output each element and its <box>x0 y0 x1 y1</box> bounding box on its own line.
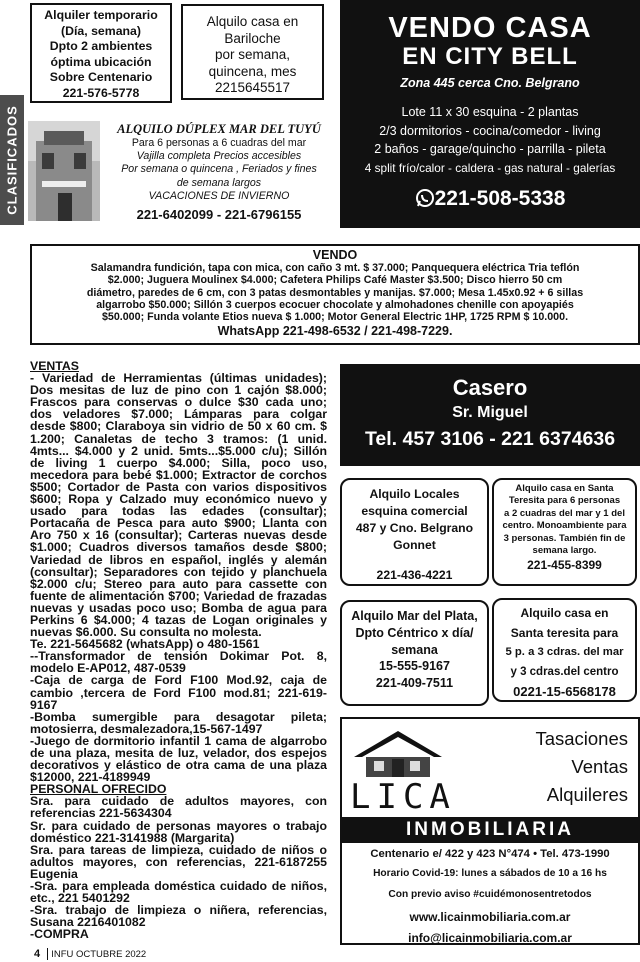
ad-line: Dpto 2 ambientes <box>49 39 153 53</box>
classifieds-column <box>30 360 327 938</box>
publication-name: INFU OCTUBRE 2022 <box>51 949 147 960</box>
ad-phone: 221-436-4221 <box>376 568 453 582</box>
ad-name: Sr. Miguel <box>452 404 528 421</box>
ventas-body: - Variedad de Herramientas (últimas unidades); Dos mesitas de luz de pino con 1 cajón $8.000; Frascos para conservas o dulce $30 cada uno; dos veladores $7.000; Lámparas para colgar desde $800; Claraboya sin vidrio de 50 x 60 cm. $ 1.200; Canaletas de techo 3 tramos: (1 unid. 4mts... $4.000 y 2 unid. 5mts...$5.000 c/u); Sillón de living 1 cuerpo $4.000; Silla, poco uso, mecedora para bebé $1.000; Extractor de corchos $500; Cortador de Pasta con varios dispositivos $600; Ropa y Calzado muy económico nuevo y usado para todas las edades (consultar); Portacaña de Pesca para auto $900; Llanta con Aro 750 x 16 (consultar); Carteras nuevas desde $1.000; Cuadros diversos tamaños desde $800; Variedad de libros en español, inglés y alemán (consultar); Separadores con tejido y planchuela $2.000 c/u; Stereo para auto para cassette con fuente de alimentación $700; Variedad de frazadas nuevas y usadas poco uso; Bomba de agua para Perkins 6 $4.000; 4 tazas de Logan originales y nuevas $6.000. Su consulta no molesta. <box>30 371 327 640</box>
ad-phone: 0221-15-6568178 <box>513 684 616 699</box>
ad-line: Dpto Céntrico x día/ <box>355 625 474 640</box>
ad-line: diámetro, paredes de 6 cm, con 3 patas desmontables y manijas. $7.000; Mesa 1.45x0.92 + 6 sillas <box>86 286 584 299</box>
ad-casero <box>340 364 640 466</box>
section-heading: PERSONAL OFRECIDO <box>30 782 167 797</box>
ad-line: algarrobo $50.000; Sillón 3 cuerpos ecocuer chocolate y almohadones chenille con apoyapiés <box>96 298 574 311</box>
classified-item: Sra. para tareas de limpieza, cuidado de niños o adultos mayores, con referencias, 221-6187255 Eugenia <box>30 842 327 881</box>
ad-line: por semana, <box>214 47 291 62</box>
lica-logo <box>350 727 456 823</box>
classified-item: -Sra. trabajo de limpieza o niñera, referencias, Susana 2216401082 <box>30 903 327 930</box>
ad-line: Sobre Centenario <box>49 70 153 84</box>
section-heading: -COMPRA <box>30 927 89 938</box>
ad-feature: 2/3 dormitorios - cocina/comedor - living <box>379 123 601 138</box>
ad-feature: 2 baños - garage/quincho - parrilla - pileta <box>374 142 606 156</box>
classified-item: -Caja de carga de Ford F100 Mod.92, caja de cambio ,tercera de Ford F100 mod.81; 221-619-9167 <box>30 673 327 712</box>
lica-address: Centenario e/ 422 y 423 N°474 • Tel. 473-1990 <box>370 848 610 860</box>
ad-line: 487 y Cno. Belgrano <box>355 521 474 535</box>
ad-alquiler-temporario <box>30 3 172 103</box>
ad-line: Santa teresita para <box>510 625 619 640</box>
lica-email: info@licainmobiliaria.com.ar <box>408 931 572 945</box>
classified-item: Sr. para cuidado de personas mayores o trabajo doméstico 221-3141988 (Margarita) <box>30 818 327 845</box>
ad-line: Salamandra fundición, tapa con mica, con caño 3 mt. $ 37.000; Panquequera eléctrica Tria teflón <box>90 262 580 274</box>
section-label: CLASIFICADOS <box>4 105 20 215</box>
ad-line: Teresita para 6 personas <box>508 495 621 507</box>
ad-location: Zona 445 cerca Cno. Belgrano <box>400 76 580 90</box>
lica-notice: Con previo aviso #cuidémonosentretodos <box>388 889 592 900</box>
ad-title: Casero <box>452 375 528 400</box>
house-photo <box>28 121 100 221</box>
ad-line: Bariloche <box>224 30 281 46</box>
ad-line: (Día, semana) <box>61 23 141 38</box>
ad-line: Alquilo casa en <box>206 14 299 29</box>
ad-line: Alquilo Locales <box>369 487 460 501</box>
lica-hours: Horario Covid-19: lunes a sábados de 10 a 16 hs <box>373 868 607 879</box>
page-footer <box>34 947 146 961</box>
ad-title: VENDO <box>312 248 358 262</box>
lica-website: www.licainmobiliaria.com.ar <box>409 910 571 924</box>
ad-line: 5 p. a 3 cdras. del mar <box>505 646 624 658</box>
service-item: Tasaciones <box>535 728 628 749</box>
ad-phone: 221-6402099 - 221-6796155 <box>136 207 302 223</box>
ad-line: Alquilo casa en Santa <box>515 483 614 494</box>
ad-lica <box>340 717 640 945</box>
ad-santa-teresita-1 <box>492 478 637 586</box>
ad-feature: 4 split frío/calor - caldera - gas natural - galerías <box>364 160 616 175</box>
ad-line: centro. Monoambiente para <box>502 520 627 532</box>
page-number: 4 <box>34 948 41 960</box>
ad-line: VACACIONES DE INVIERNO <box>148 189 290 202</box>
ad-title: VENDO CASA <box>388 12 592 44</box>
ad-line: Para 6 personas a 6 cuadras del mar <box>131 137 307 149</box>
ad-line: a 2 cuadras del mar y 1 del <box>504 507 625 519</box>
ad-phone: 221-409-7511 <box>375 676 454 691</box>
ad-line: semana largo. <box>532 545 597 557</box>
section-heading: VENTAS <box>30 360 79 373</box>
ad-line: semana <box>391 642 438 657</box>
ad-line: Vajilla completa Precios accesibles <box>136 150 302 163</box>
ad-bariloche <box>181 4 324 100</box>
ad-line: $2.000; Juguera Moulinex $4.000; Cafetera Philips Café Master $3.500; Disco hierro 50 cm <box>107 274 563 287</box>
classified-item: Sra. para cuidado de adultos mayores, con referencias 221-5634304 <box>30 794 327 821</box>
house-logo-icon <box>350 727 446 779</box>
ad-title: ALQUILO DÚPLEX MAR DEL TUYÚ <box>117 122 321 136</box>
ad-line: de semana largos <box>176 176 262 189</box>
ad-line: y 3 cdras.del centro <box>510 665 619 678</box>
classified-item: -Sra. para empleada doméstica cuidado de niños, etc., 221 5401292 <box>30 879 327 906</box>
section-tab <box>0 95 24 225</box>
service-item: Alquileres <box>546 784 628 805</box>
ad-vendo-general <box>30 244 640 345</box>
whatsapp-icon <box>415 188 435 208</box>
ad-whatsapp: WhatsApp 221-498-6532 / 221-498-7229. <box>217 324 453 339</box>
service-item: Ventas <box>571 756 628 777</box>
classified-item: --Transformador de tensión Dokimar Pot. 8, modelo E-AP012, 487-0539 <box>30 649 327 676</box>
ad-phone: 15-555-9167 <box>379 659 450 674</box>
lica-banner: INMOBILIARIA <box>342 817 638 843</box>
ad-line: quincena, mes <box>208 63 297 79</box>
lica-logo-text: LICA <box>350 777 456 817</box>
ad-phone: 221-508-5338 <box>434 187 566 210</box>
classified-item: -Bomba sumergible para desagotar pileta; motosierra, desmalezadora,15-567-1497 <box>30 709 327 736</box>
ad-line: Alquilo casa en <box>520 606 609 620</box>
ad-line: Por semana o quincena , Feriados y fines <box>121 163 317 176</box>
ad-phone: 2215645517 <box>214 80 291 95</box>
ad-phone: Tel. 457 3106 - 221 6374636 <box>364 428 616 450</box>
ad-subtitle: EN CITY BELL <box>402 43 578 70</box>
ad-feature: Lote 11 x 30 esquina - 2 plantas <box>401 105 579 119</box>
ad-duplex <box>28 118 336 228</box>
ad-locales <box>340 478 489 586</box>
ventas-contact: Te. 221-5645682 (whatsApp) o 480-1561 <box>30 637 260 652</box>
ad-line: Alquilo Mar del Plata, <box>351 609 478 623</box>
ad-phone: 221-576-5778 <box>62 85 140 100</box>
ad-line: 3 personas. También fin de <box>503 532 626 544</box>
ad-line: esquina comercial <box>361 504 468 518</box>
ad-line: Alquiler temporario <box>44 8 158 22</box>
ad-line: Gonnet <box>393 538 436 552</box>
ad-mar-del-plata <box>340 600 489 706</box>
ad-line: $50.000; Funda volante Etios nueva $ 1.000; Motor General Electric 1HP, 1725 RPM $ 10.000. <box>101 311 569 324</box>
classified-item: -Juego de dormitorio infantil 1 cama de algarrobo de una plaza, mesita de luz, velador, dos espejos decorativos y elástico de otra cama de una plaza $12000, 221-4189949 <box>30 733 327 785</box>
ad-vendo-casa <box>340 0 640 228</box>
ad-line: óptima ubicación <box>50 54 152 69</box>
ad-phone: 221-455-8399 <box>527 558 602 573</box>
ad-santa-teresita-2 <box>492 598 637 702</box>
